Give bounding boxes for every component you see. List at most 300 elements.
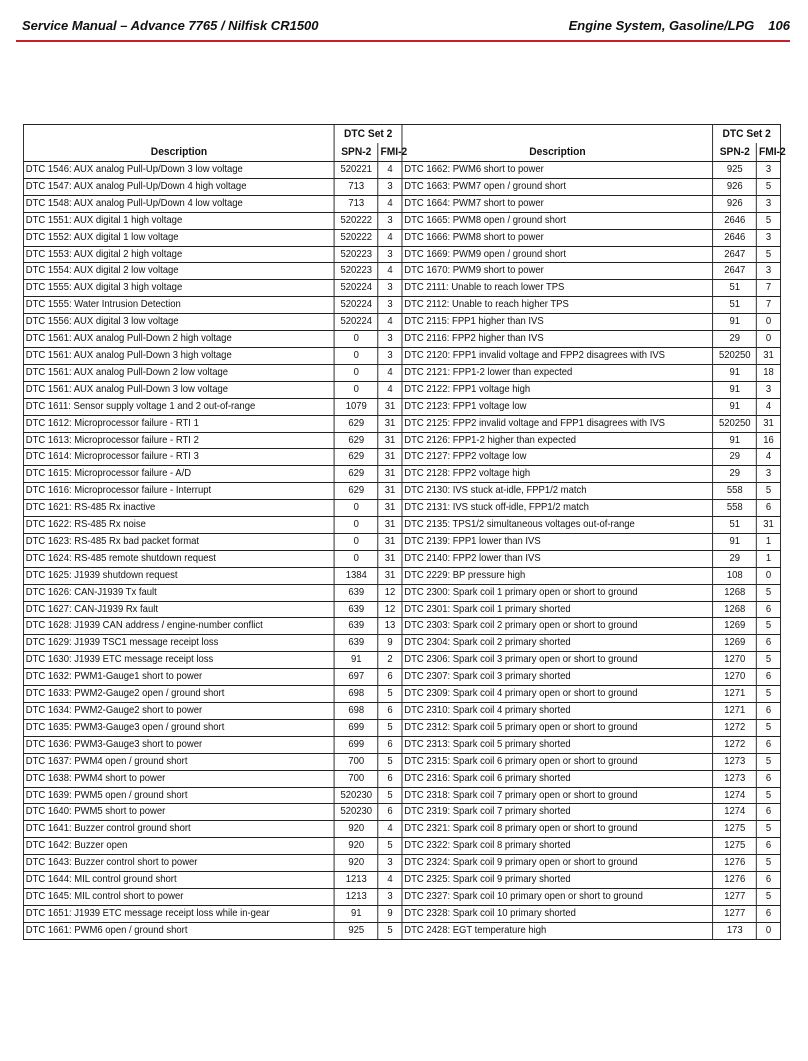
table-row bbox=[23, 601, 780, 618]
right-spn-cell: 520250 bbox=[713, 415, 757, 432]
right-fmi-cell: 5 bbox=[757, 888, 781, 905]
right-description-cell: DTC 2130: IVS stuck at-idle, FPP1/2 match bbox=[402, 483, 713, 500]
right-description-cell: DTC 2139: FPP1 lower than IVS bbox=[402, 533, 713, 550]
left-spn-cell: 629 bbox=[334, 432, 378, 449]
left-spn-cell: 698 bbox=[334, 686, 378, 703]
left-fmi-cell: 3 bbox=[378, 212, 402, 229]
table-row bbox=[23, 703, 780, 720]
right-fmi-cell: 6 bbox=[757, 872, 781, 889]
left-fmi-cell: 4 bbox=[378, 162, 402, 179]
left-fmi-cell: 5 bbox=[378, 686, 402, 703]
right-fmi-cell: 6 bbox=[757, 770, 781, 787]
table-row bbox=[23, 922, 780, 939]
right-spn-cell: 558 bbox=[713, 483, 757, 500]
left-description-cell: DTC 1547: AUX analog Pull-Up/Down 4 high voltage bbox=[23, 178, 334, 195]
left-description-cell: DTC 1615: Microprocessor failure - A/D bbox=[23, 466, 334, 483]
table-row bbox=[23, 652, 780, 669]
left-description-cell: DTC 1644: MIL control ground short bbox=[23, 872, 334, 889]
right-spn-cell: 1275 bbox=[713, 838, 757, 855]
left-description-cell: DTC 1630: J1939 ETC message receipt loss bbox=[23, 652, 334, 669]
left-desc-header-top bbox=[23, 125, 334, 144]
left-description-cell: DTC 1616: Microprocessor failure - Interrupt bbox=[23, 483, 334, 500]
left-description-cell: DTC 1612: Microprocessor failure - RTI 1 bbox=[23, 415, 334, 432]
left-description-cell: DTC 1623: RS-485 Rx bad packet format bbox=[23, 533, 334, 550]
right-fmi-cell: 5 bbox=[757, 787, 781, 804]
left-fmi-cell: 6 bbox=[378, 669, 402, 686]
right-description-cell: DTC 2303: Spark coil 2 primary open or short to ground bbox=[402, 618, 713, 635]
right-spn-cell: 1277 bbox=[713, 905, 757, 922]
right-spn-cell: 1275 bbox=[713, 821, 757, 838]
right-description-cell: DTC 2428: EGT temperature high bbox=[402, 922, 713, 939]
left-spn-cell: 1384 bbox=[334, 567, 378, 584]
right-fmi-cell: 6 bbox=[757, 635, 781, 652]
left-fmi-cell: 3 bbox=[378, 246, 402, 263]
right-description-cell: DTC 2312: Spark coil 5 primary open or short to ground bbox=[402, 719, 713, 736]
left-description-cell: DTC 1556: AUX digital 3 low voltage bbox=[23, 314, 334, 331]
right-description-cell: DTC 2131: IVS stuck off-idle, FPP1/2 match bbox=[402, 500, 713, 517]
right-fmi-cell: 0 bbox=[757, 314, 781, 331]
right-fmi-cell: 6 bbox=[757, 838, 781, 855]
left-fmi-cell: 31 bbox=[378, 500, 402, 517]
right-description-cell: DTC 2127: FPP2 voltage low bbox=[402, 449, 713, 466]
left-spn-cell: 699 bbox=[334, 719, 378, 736]
table-row bbox=[23, 872, 780, 889]
left-description-cell: DTC 1551: AUX digital 1 high voltage bbox=[23, 212, 334, 229]
left-spn-cell: 0 bbox=[334, 550, 378, 567]
right-fmi-cell: 31 bbox=[757, 517, 781, 534]
right-description-cell: DTC 2316: Spark coil 6 primary shorted bbox=[402, 770, 713, 787]
right-spn-cell: 91 bbox=[713, 398, 757, 415]
left-description-cell: DTC 1638: PWM4 short to power bbox=[23, 770, 334, 787]
table-row bbox=[23, 804, 780, 821]
right-spn-cell: 91 bbox=[713, 364, 757, 381]
left-spn-cell: 920 bbox=[334, 838, 378, 855]
table-row bbox=[23, 550, 780, 567]
right-spn-cell: 1268 bbox=[713, 584, 757, 601]
right-spn-cell: 520250 bbox=[713, 347, 757, 364]
right-description-cell: DTC 2125: FPP2 invalid voltage and FPP1 disagrees with IVS bbox=[402, 415, 713, 432]
left-spn-cell: 1213 bbox=[334, 872, 378, 889]
left-description-cell: DTC 1561: AUX analog Pull-Down 2 high voltage bbox=[23, 331, 334, 348]
right-description-cell: DTC 2309: Spark coil 4 primary open or short to ground bbox=[402, 686, 713, 703]
right-spn-cell: 1272 bbox=[713, 719, 757, 736]
right-spn-cell: 926 bbox=[713, 195, 757, 212]
left-fmi-cell: 12 bbox=[378, 601, 402, 618]
left-spn-cell: 700 bbox=[334, 770, 378, 787]
left-fmi-cell: 9 bbox=[378, 635, 402, 652]
left-description-cell: DTC 1561: AUX analog Pull-Down 3 high voltage bbox=[23, 347, 334, 364]
right-spn-cell: 51 bbox=[713, 297, 757, 314]
right-spn-cell: 1269 bbox=[713, 618, 757, 635]
left-spn-cell: 0 bbox=[334, 381, 378, 398]
right-fmi-cell: 1 bbox=[757, 533, 781, 550]
right-group-label: DTC Set 2 bbox=[713, 125, 781, 144]
right-fmi-cell: 0 bbox=[757, 331, 781, 348]
right-spn-cell: 91 bbox=[713, 381, 757, 398]
left-spn-cell: 0 bbox=[334, 331, 378, 348]
left-spn-cell: 520222 bbox=[334, 212, 378, 229]
right-description-cell: DTC 2123: FPP1 voltage low bbox=[402, 398, 713, 415]
left-fmi-cell: 3 bbox=[378, 855, 402, 872]
left-spn-cell: 699 bbox=[334, 736, 378, 753]
left-spn-cell: 520230 bbox=[334, 804, 378, 821]
left-spn-cell: 0 bbox=[334, 500, 378, 517]
right-spn-cell: 91 bbox=[713, 314, 757, 331]
right-description-cell: DTC 2111: Unable to reach lower TPS bbox=[402, 280, 713, 297]
left-spn-cell: 1079 bbox=[334, 398, 378, 415]
left-fmi-cell: 31 bbox=[378, 415, 402, 432]
right-spn-header: SPN-2 bbox=[713, 143, 757, 162]
left-fmi-cell: 6 bbox=[378, 736, 402, 753]
left-fmi-cell: 4 bbox=[378, 263, 402, 280]
right-fmi-cell: 7 bbox=[757, 280, 781, 297]
right-fmi-cell: 3 bbox=[757, 263, 781, 280]
left-description-header: Description bbox=[23, 143, 334, 162]
left-fmi-cell: 4 bbox=[378, 381, 402, 398]
left-description-cell: DTC 1554: AUX digital 2 low voltage bbox=[23, 263, 334, 280]
right-spn-cell: 29 bbox=[713, 331, 757, 348]
left-fmi-cell: 31 bbox=[378, 533, 402, 550]
right-spn-cell: 51 bbox=[713, 517, 757, 534]
right-spn-cell: 1274 bbox=[713, 804, 757, 821]
left-fmi-cell: 13 bbox=[378, 618, 402, 635]
table-row bbox=[23, 364, 780, 381]
left-fmi-cell: 3 bbox=[378, 297, 402, 314]
right-fmi-cell: 6 bbox=[757, 736, 781, 753]
table-row bbox=[23, 635, 780, 652]
table-row bbox=[23, 855, 780, 872]
right-spn-cell: 925 bbox=[713, 162, 757, 179]
right-description-cell: DTC 1664: PWM7 short to power bbox=[402, 195, 713, 212]
dtc-table-wrapper bbox=[23, 124, 786, 940]
right-fmi-cell: 31 bbox=[757, 347, 781, 364]
left-spn-cell: 700 bbox=[334, 753, 378, 770]
right-fmi-cell: 3 bbox=[757, 162, 781, 179]
table-row bbox=[23, 195, 780, 212]
right-description-cell: DTC 2121: FPP1-2 lower than expected bbox=[402, 364, 713, 381]
right-fmi-cell: 4 bbox=[757, 449, 781, 466]
right-description-cell: DTC 1662: PWM6 short to power bbox=[402, 162, 713, 179]
right-fmi-cell: 18 bbox=[757, 364, 781, 381]
right-spn-cell: 1273 bbox=[713, 770, 757, 787]
table-row bbox=[23, 821, 780, 838]
right-spn-cell: 1270 bbox=[713, 669, 757, 686]
left-fmi-cell: 4 bbox=[378, 314, 402, 331]
left-description-cell: DTC 1614: Microprocessor failure - RTI 3 bbox=[23, 449, 334, 466]
right-description-cell: DTC 2322: Spark coil 8 primary shorted bbox=[402, 838, 713, 855]
left-description-cell: DTC 1561: AUX analog Pull-Down 2 low voltage bbox=[23, 364, 334, 381]
right-fmi-cell: 5 bbox=[757, 178, 781, 195]
dtc-table-body bbox=[23, 162, 780, 940]
left-description-cell: DTC 1632: PWM1-Gauge1 short to power bbox=[23, 669, 334, 686]
table-row bbox=[23, 753, 780, 770]
left-spn-cell: 520222 bbox=[334, 229, 378, 246]
left-spn-cell: 639 bbox=[334, 635, 378, 652]
table-column-header-row bbox=[23, 143, 780, 162]
table-row bbox=[23, 770, 780, 787]
right-fmi-cell: 5 bbox=[757, 652, 781, 669]
manual-title: Service Manual – Advance 7765 / Nilfisk CR1500 bbox=[22, 18, 319, 33]
left-fmi-cell: 5 bbox=[378, 838, 402, 855]
left-spn-cell: 520224 bbox=[334, 314, 378, 331]
left-description-cell: DTC 1553: AUX digital 2 high voltage bbox=[23, 246, 334, 263]
table-row bbox=[23, 347, 780, 364]
left-fmi-cell: 31 bbox=[378, 517, 402, 534]
page-header bbox=[22, 18, 790, 38]
left-fmi-cell: 12 bbox=[378, 584, 402, 601]
right-fmi-cell: 6 bbox=[757, 669, 781, 686]
table-row bbox=[23, 838, 780, 855]
right-spn-cell: 1272 bbox=[713, 736, 757, 753]
table-row bbox=[23, 449, 780, 466]
table-row bbox=[23, 381, 780, 398]
right-description-cell: DTC 2128: FPP2 voltage high bbox=[402, 466, 713, 483]
right-fmi-cell: 5 bbox=[757, 483, 781, 500]
right-spn-cell: 1276 bbox=[713, 872, 757, 889]
left-description-cell: DTC 1661: PWM6 open / ground short bbox=[23, 922, 334, 939]
table-row bbox=[23, 162, 780, 179]
right-description-cell: DTC 2328: Spark coil 10 primary shorted bbox=[402, 905, 713, 922]
right-description-cell: DTC 2319: Spark coil 7 primary shorted bbox=[402, 804, 713, 821]
left-spn-cell: 925 bbox=[334, 922, 378, 939]
left-description-cell: DTC 1625: J1939 shutdown request bbox=[23, 567, 334, 584]
right-description-cell: DTC 2229: BP pressure high bbox=[402, 567, 713, 584]
left-spn-cell: 0 bbox=[334, 533, 378, 550]
right-fmi-cell: 1 bbox=[757, 550, 781, 567]
right-fmi-cell: 5 bbox=[757, 584, 781, 601]
left-description-cell: DTC 1633: PWM2-Gauge2 open / ground short bbox=[23, 686, 334, 703]
table-group-header-row bbox=[23, 125, 780, 144]
right-fmi-cell: 3 bbox=[757, 229, 781, 246]
right-spn-cell: 1271 bbox=[713, 686, 757, 703]
table-row bbox=[23, 517, 780, 534]
right-desc-header-top bbox=[402, 125, 713, 144]
table-row bbox=[23, 618, 780, 635]
left-spn-header: SPN-2 bbox=[334, 143, 378, 162]
right-fmi-cell: 0 bbox=[757, 567, 781, 584]
right-spn-cell: 2647 bbox=[713, 246, 757, 263]
right-spn-cell: 1268 bbox=[713, 601, 757, 618]
left-spn-cell: 520230 bbox=[334, 787, 378, 804]
dtc-table bbox=[23, 124, 786, 940]
right-fmi-cell: 5 bbox=[757, 618, 781, 635]
table-row bbox=[23, 787, 780, 804]
right-spn-cell: 926 bbox=[713, 178, 757, 195]
table-row bbox=[23, 533, 780, 550]
left-description-cell: DTC 1552: AUX digital 1 low voltage bbox=[23, 229, 334, 246]
table-row bbox=[23, 500, 780, 517]
left-spn-cell: 639 bbox=[334, 601, 378, 618]
left-spn-cell: 629 bbox=[334, 466, 378, 483]
left-description-cell: DTC 1640: PWM5 short to power bbox=[23, 804, 334, 821]
right-description-cell: DTC 2126: FPP1-2 higher than expected bbox=[402, 432, 713, 449]
left-description-cell: DTC 1642: Buzzer open bbox=[23, 838, 334, 855]
left-spn-cell: 920 bbox=[334, 855, 378, 872]
table-row bbox=[23, 263, 780, 280]
left-spn-cell: 629 bbox=[334, 449, 378, 466]
right-fmi-cell: 5 bbox=[757, 719, 781, 736]
left-fmi-cell: 5 bbox=[378, 719, 402, 736]
right-fmi-cell: 3 bbox=[757, 466, 781, 483]
left-spn-cell: 0 bbox=[334, 347, 378, 364]
left-description-cell: DTC 1628: J1939 CAN address / engine-number conflict bbox=[23, 618, 334, 635]
left-description-cell: DTC 1555: AUX digital 3 high voltage bbox=[23, 280, 334, 297]
left-description-cell: DTC 1629: J1939 TSC1 message receipt loss bbox=[23, 635, 334, 652]
right-fmi-cell: 6 bbox=[757, 905, 781, 922]
table-row bbox=[23, 229, 780, 246]
left-fmi-cell: 31 bbox=[378, 398, 402, 415]
right-description-cell: DTC 2135: TPS1/2 simultaneous voltages out-of-range bbox=[402, 517, 713, 534]
left-spn-cell: 91 bbox=[334, 652, 378, 669]
left-spn-cell: 629 bbox=[334, 483, 378, 500]
right-fmi-cell: 3 bbox=[757, 195, 781, 212]
left-description-cell: DTC 1621: RS-485 Rx inactive bbox=[23, 500, 334, 517]
right-fmi-cell: 5 bbox=[757, 855, 781, 872]
right-description-cell: DTC 2325: Spark coil 9 primary shorted bbox=[402, 872, 713, 889]
right-spn-cell: 1273 bbox=[713, 753, 757, 770]
right-spn-cell: 1277 bbox=[713, 888, 757, 905]
left-description-cell: DTC 1637: PWM4 open / ground short bbox=[23, 753, 334, 770]
table-row bbox=[23, 719, 780, 736]
table-row bbox=[23, 483, 780, 500]
right-description-cell: DTC 2327: Spark coil 10 primary open or short to ground bbox=[402, 888, 713, 905]
left-fmi-cell: 6 bbox=[378, 804, 402, 821]
left-fmi-cell: 5 bbox=[378, 922, 402, 939]
left-fmi-cell: 31 bbox=[378, 483, 402, 500]
table-row bbox=[23, 669, 780, 686]
right-fmi-cell: 31 bbox=[757, 415, 781, 432]
right-description-cell: DTC 2313: Spark coil 5 primary shorted bbox=[402, 736, 713, 753]
left-description-cell: DTC 1626: CAN-J1939 Tx fault bbox=[23, 584, 334, 601]
right-spn-cell: 29 bbox=[713, 550, 757, 567]
left-spn-cell: 639 bbox=[334, 584, 378, 601]
left-spn-cell: 698 bbox=[334, 703, 378, 720]
left-fmi-cell: 5 bbox=[378, 787, 402, 804]
table-row bbox=[23, 246, 780, 263]
left-description-cell: DTC 1561: AUX analog Pull-Down 3 low voltage bbox=[23, 381, 334, 398]
right-spn-cell: 2646 bbox=[713, 212, 757, 229]
right-fmi-cell: 5 bbox=[757, 821, 781, 838]
right-description-cell: DTC 2310: Spark coil 4 primary shorted bbox=[402, 703, 713, 720]
right-description-cell: DTC 2112: Unable to reach higher TPS bbox=[402, 297, 713, 314]
left-spn-cell: 520223 bbox=[334, 263, 378, 280]
left-fmi-cell: 31 bbox=[378, 466, 402, 483]
right-description-cell: DTC 1670: PWM9 short to power bbox=[402, 263, 713, 280]
left-description-cell: DTC 1555: Water Intrusion Detection bbox=[23, 297, 334, 314]
right-spn-cell: 29 bbox=[713, 466, 757, 483]
table-row bbox=[23, 567, 780, 584]
left-description-cell: DTC 1546: AUX analog Pull-Up/Down 3 low voltage bbox=[23, 162, 334, 179]
left-spn-cell: 520221 bbox=[334, 162, 378, 179]
right-spn-cell: 2647 bbox=[713, 263, 757, 280]
left-fmi-cell: 3 bbox=[378, 280, 402, 297]
right-description-cell: DTC 2300: Spark coil 1 primary open or short to ground bbox=[402, 584, 713, 601]
left-description-cell: DTC 1622: RS-485 Rx noise bbox=[23, 517, 334, 534]
right-description-cell: DTC 2122: FPP1 voltage high bbox=[402, 381, 713, 398]
left-fmi-cell: 31 bbox=[378, 550, 402, 567]
right-fmi-cell: 0 bbox=[757, 922, 781, 939]
left-description-cell: DTC 1548: AUX analog Pull-Up/Down 4 low voltage bbox=[23, 195, 334, 212]
left-fmi-header: FMI-2 bbox=[378, 143, 402, 162]
left-spn-cell: 639 bbox=[334, 618, 378, 635]
left-spn-cell: 1213 bbox=[334, 888, 378, 905]
right-fmi-cell: 6 bbox=[757, 804, 781, 821]
left-fmi-cell: 2 bbox=[378, 652, 402, 669]
right-fmi-header: FMI-2 bbox=[757, 143, 781, 162]
page-number: 106 bbox=[768, 18, 790, 33]
right-fmi-cell: 4 bbox=[757, 398, 781, 415]
table-row bbox=[23, 331, 780, 348]
right-description-cell: DTC 1665: PWM8 open / ground short bbox=[402, 212, 713, 229]
left-fmi-cell: 6 bbox=[378, 770, 402, 787]
left-fmi-cell: 3 bbox=[378, 331, 402, 348]
right-fmi-cell: 6 bbox=[757, 500, 781, 517]
table-row bbox=[23, 280, 780, 297]
right-description-cell: DTC 2324: Spark coil 9 primary open or short to ground bbox=[402, 855, 713, 872]
left-fmi-cell: 5 bbox=[378, 753, 402, 770]
left-fmi-cell: 31 bbox=[378, 449, 402, 466]
right-spn-cell: 1270 bbox=[713, 652, 757, 669]
left-fmi-cell: 4 bbox=[378, 821, 402, 838]
left-spn-cell: 520223 bbox=[334, 246, 378, 263]
left-fmi-cell: 6 bbox=[378, 703, 402, 720]
table-row bbox=[23, 212, 780, 229]
right-spn-cell: 1269 bbox=[713, 635, 757, 652]
right-spn-cell: 1271 bbox=[713, 703, 757, 720]
right-fmi-cell: 6 bbox=[757, 703, 781, 720]
left-fmi-cell: 4 bbox=[378, 872, 402, 889]
section-title-group bbox=[569, 18, 790, 33]
table-row bbox=[23, 686, 780, 703]
left-description-cell: DTC 1627: CAN-J1939 Rx fault bbox=[23, 601, 334, 618]
left-description-cell: DTC 1643: Buzzer control short to power bbox=[23, 855, 334, 872]
left-spn-cell: 91 bbox=[334, 905, 378, 922]
left-description-cell: DTC 1611: Sensor supply voltage 1 and 2 out-of-range bbox=[23, 398, 334, 415]
left-spn-cell: 713 bbox=[334, 178, 378, 195]
table-row bbox=[23, 178, 780, 195]
left-fmi-cell: 4 bbox=[378, 229, 402, 246]
left-spn-cell: 0 bbox=[334, 364, 378, 381]
right-description-cell: DTC 2301: Spark coil 1 primary shorted bbox=[402, 601, 713, 618]
right-spn-cell: 91 bbox=[713, 533, 757, 550]
left-spn-cell: 520224 bbox=[334, 280, 378, 297]
left-fmi-cell: 3 bbox=[378, 888, 402, 905]
left-fmi-cell: 31 bbox=[378, 432, 402, 449]
right-spn-cell: 108 bbox=[713, 567, 757, 584]
right-spn-cell: 91 bbox=[713, 432, 757, 449]
left-spn-cell: 629 bbox=[334, 415, 378, 432]
right-description-cell: DTC 1666: PWM8 short to power bbox=[402, 229, 713, 246]
right-description-header: Description bbox=[402, 143, 713, 162]
right-fmi-cell: 7 bbox=[757, 297, 781, 314]
table-row bbox=[23, 905, 780, 922]
right-description-cell: DTC 2318: Spark coil 7 primary open or short to ground bbox=[402, 787, 713, 804]
table-row bbox=[23, 736, 780, 753]
right-description-cell: DTC 2307: Spark coil 3 primary shorted bbox=[402, 669, 713, 686]
left-description-cell: DTC 1635: PWM3-Gauge3 open / ground short bbox=[23, 719, 334, 736]
table-row bbox=[23, 297, 780, 314]
right-fmi-cell: 5 bbox=[757, 753, 781, 770]
left-fmi-cell: 4 bbox=[378, 364, 402, 381]
right-description-cell: DTC 2304: Spark coil 2 primary shorted bbox=[402, 635, 713, 652]
left-spn-cell: 520224 bbox=[334, 297, 378, 314]
left-spn-cell: 697 bbox=[334, 669, 378, 686]
table-row bbox=[23, 398, 780, 415]
left-fmi-cell: 31 bbox=[378, 567, 402, 584]
right-spn-cell: 51 bbox=[713, 280, 757, 297]
left-description-cell: DTC 1613: Microprocessor failure - RTI 2 bbox=[23, 432, 334, 449]
section-title: Engine System, Gasoline/LPG bbox=[568, 18, 755, 33]
